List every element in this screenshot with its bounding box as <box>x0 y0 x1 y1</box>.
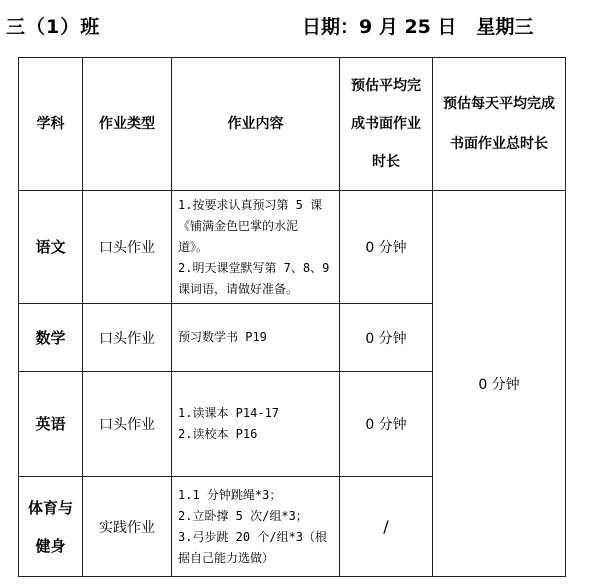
content-line: 预习数学书 P19 <box>178 330 267 344</box>
header-content <box>172 58 340 191</box>
type-cell: 口头作业 <box>83 372 172 477</box>
header-type <box>83 58 172 191</box>
header-total-line: 预估每天平均完成 <box>443 96 555 112</box>
content-line: 3.弓步跳 20 个/组*3（根 <box>178 529 328 544</box>
content-line: 1.按要求认真预习第 5 课 <box>178 197 323 212</box>
content-cell <box>172 304 340 372</box>
header-avg-duration <box>340 58 433 191</box>
content-line: 据自己能力选做） <box>178 550 275 565</box>
duration-cell: 0 分钟 <box>340 304 433 372</box>
homework-table <box>18 57 566 577</box>
table-row <box>19 191 566 304</box>
duration-cell: 0 分钟 <box>340 372 433 477</box>
class-name: 三（1）班 <box>6 16 101 38</box>
page-header <box>0 12 603 44</box>
content-line: 1.读课本 P14-17 <box>178 406 280 420</box>
header-avg-line: 预估平均完 <box>351 78 421 94</box>
content-line: 2.立卧撑 5 次/组*3； <box>178 508 308 523</box>
content-line: 2.明天课堂默写第 7、8、9 <box>178 260 330 275</box>
header-type-line: 作业类型 <box>99 116 155 132</box>
content-line: 《铺满金色巴掌的水泥 <box>178 218 299 233</box>
header-daily-total <box>433 58 566 191</box>
content-cell <box>172 477 340 577</box>
subject-cell <box>19 304 83 372</box>
content-cell <box>172 191 340 304</box>
header-total-line: 书面作业总时长 <box>450 136 548 152</box>
daily-total-cell: 0 分钟 <box>433 191 566 577</box>
subject-label: 数学 <box>35 328 66 347</box>
duration-cell: 0 分钟 <box>340 191 433 304</box>
type-cell: 实践作业 <box>83 477 172 577</box>
subject-cell <box>19 191 83 304</box>
subject-label: 语文 <box>35 238 66 256</box>
type-cell: 口头作业 <box>83 191 172 304</box>
subject-cell <box>19 477 83 577</box>
subject-label: 健身 <box>35 536 66 555</box>
header-content-line: 作业内容 <box>227 116 284 132</box>
type-cell: 口头作业 <box>83 304 172 372</box>
content-line: 2.读校本 P16 <box>178 427 258 441</box>
header-avg-line: 时长 <box>372 154 400 170</box>
header-avg-line: 成书面作业 <box>351 116 421 132</box>
content-cell <box>172 372 340 477</box>
header-subject <box>19 58 83 191</box>
subject-label: 英语 <box>35 415 66 433</box>
content-line: 道》。 <box>178 239 209 254</box>
date-weekday: 日期：9 月 25 日 星期三 <box>302 16 534 38</box>
subject-cell <box>19 372 83 477</box>
table-header-row <box>19 58 566 191</box>
header-subject-line: 学科 <box>36 116 65 132</box>
subject-label: 体育与 <box>27 498 73 517</box>
content-line: 课词语，请做好准备。 <box>178 281 299 296</box>
duration-cell: / <box>340 477 433 577</box>
content-line: 1.1 分钟跳绳*3； <box>178 487 282 502</box>
